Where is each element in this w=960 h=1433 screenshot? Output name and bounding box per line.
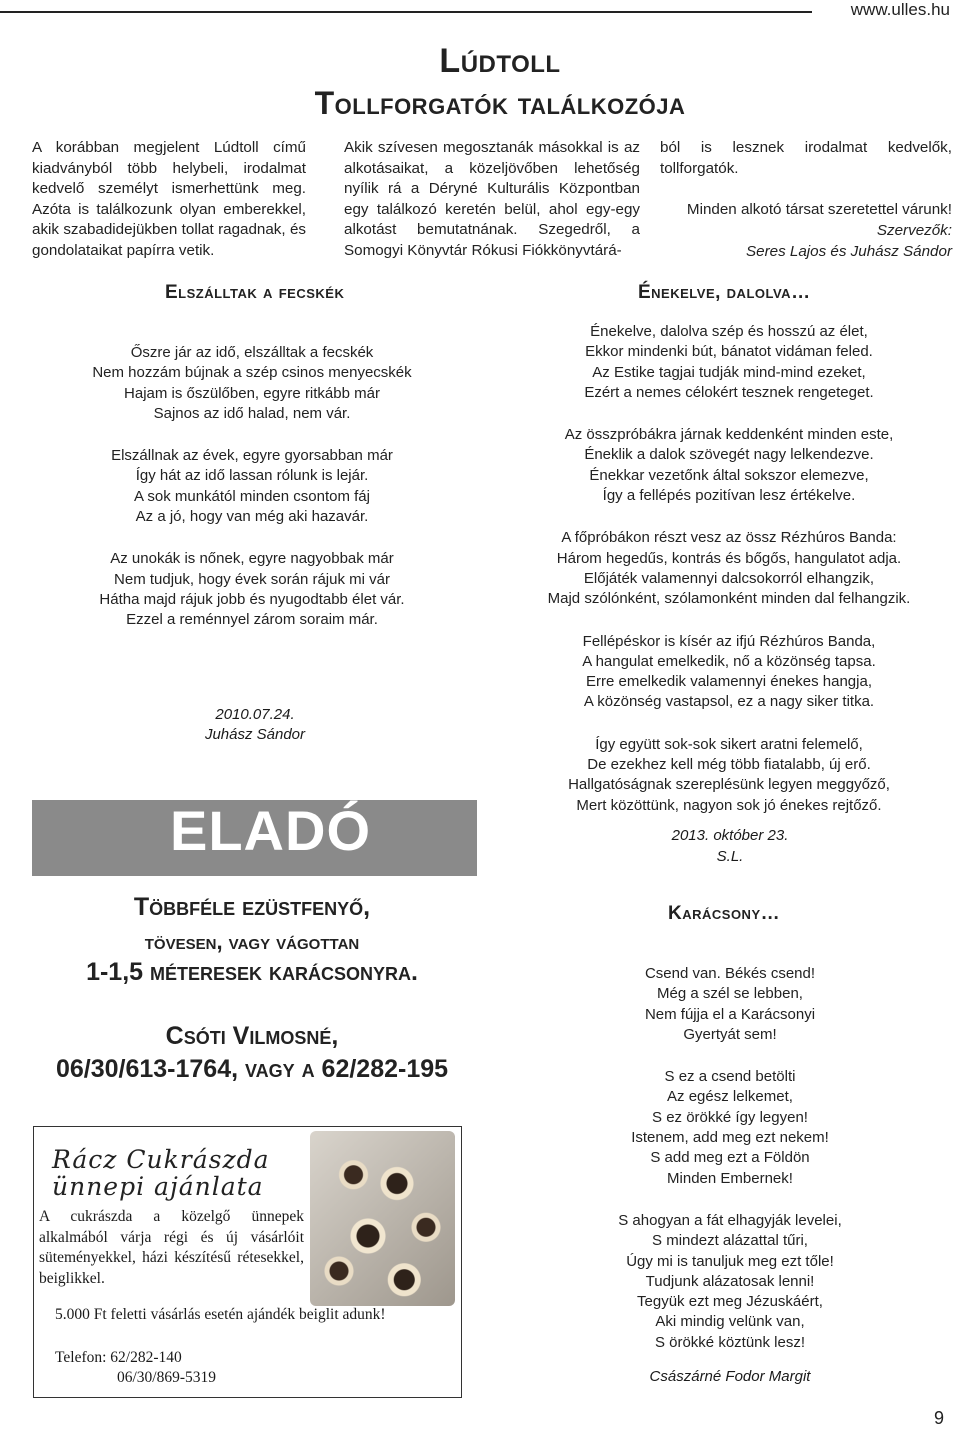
poem2-signature (600, 825, 860, 867)
poem-line: Az a jó, hogy van még aki hazavár. (135, 508, 369, 526)
poem-line: S ez a csend betölti (664, 1068, 796, 1086)
poem-line: Nem hozzám bújnak a szép csinos menyecskék (92, 364, 412, 382)
poem-line: Őszre jár az idő, elszálltak a fecskék (130, 344, 374, 361)
poem3-stanza-1 (560, 964, 900, 1045)
poem-line: Az Estike tagjai tudják mind-mind ezeket, (592, 363, 866, 381)
poem-line: Az összpróbákra járnak keddenként minden este, (564, 426, 894, 444)
poem2-author: S.L. (716, 848, 744, 865)
poem-line: Az unokák is nőnek, egyre nagyobbak már (110, 550, 394, 568)
bakery-description: A cukrászda a közelgő ünnepek alkalmából várja régi és új vásárlóit süteményekkel, házi készítésű rétesekkel, beiglikkel. (39, 1208, 304, 1287)
poem3-title: Karácsony… (668, 903, 781, 924)
poem-line: Ezért a nemes célokért tesznek rengeteget. (584, 383, 874, 401)
poem-line: Tudjunk alázatosak lenni! (645, 1272, 815, 1290)
site-url[interactable]: www.ulles.hu (850, 0, 950, 19)
ad-contact-phone: 06/30/613-1764, vagy a 62/282-195 (55, 1055, 449, 1083)
poem-line: A főpróbákon részt vesz az össz Rézhúros Banda: (561, 529, 897, 547)
pastry-photo-icon (310, 1131, 455, 1306)
bakery-title-line-1: Rácz Cukrászda (52, 1145, 270, 1174)
poem-line: Énekelve, dalolva szép és hosszú az élet, (590, 323, 868, 340)
page-title (300, 40, 700, 124)
poem-line: Istenem, add meg ezt nekem! (631, 1129, 829, 1147)
poem-line: S ahogyan a fát elhagyják levelei, (618, 1211, 842, 1229)
title-line-2: Tollforgatók találkozója (314, 85, 686, 121)
poem-line: Majd szólónként, szólamonként minden dal felhangzik. (547, 590, 911, 608)
poem3-stanza-3 (560, 1211, 900, 1353)
poem-line: De ezekhez kell még több fiatalabb, új erő. (587, 756, 871, 774)
poem2-stanza-1 (500, 322, 958, 403)
poem-line: Így a fellépés pozitívan lesz értékelve. (602, 487, 856, 505)
poem-line: Ezzel a reménnyel zárom soraim már. (126, 611, 378, 629)
poem-line: Hallgatóságnak szereplésünk legyen meggyőző, (568, 776, 890, 794)
poem-line: Előjáték valamennyi dalcsokorról elhangzik, (583, 569, 875, 587)
poem1-title: Elszálltak a fecskék (165, 282, 345, 303)
poem-line: Minden Embernek! (667, 1169, 793, 1187)
bakery-title (52, 1146, 270, 1200)
poem1-stanza-1 (32, 343, 472, 424)
poem2-stanza-4 (500, 632, 958, 713)
bakery-offer: 5.000 Ft feletti vásárlás esetén ajándék beiglit adunk! (55, 1306, 386, 1323)
bakery-phone: Telefon: 62/282-140 (55, 1349, 182, 1366)
ad-contact-name: Csóti Vilmosné, (165, 1022, 339, 1050)
ad-line-3: 1-1,5 méteresek karácsonyra. (86, 958, 418, 986)
poem-line: Tegyük ezt meg Jézuskáért, (637, 1293, 823, 1311)
poem-line: S mindezt alázattal tűri, (652, 1232, 808, 1250)
intro-column-2: Akik szívesen megosztanák másokkal is az alkotásaikat, a közeljövőben lehetőség nyílik rá a Déryné Kulturális Központban egy találkozó keretén belül, ahol egy-egy alkotást bemutatnának. Szegedről, a Somogyi Könyvtár Rókusi Fiókkönyvtárá- (344, 139, 640, 259)
poem3-body (560, 964, 900, 1371)
poem-line: Mert közöttünk, nagyon sok jó énekes rejtőző. (576, 796, 882, 814)
poem-line: Énekkar vezetőnk által sokszor elemezve, (589, 466, 869, 484)
intro-invite: Minden alkotó társat szeretettel várunk! (686, 201, 952, 218)
poem-line: Ekkor mindenki bút, bánatot vidáman feled. (585, 343, 873, 361)
poem-line: A sok munkától minden csontom fáj (134, 487, 370, 505)
poem-line: Úgy mi is tanuljuk meg ezt tőle! (626, 1252, 834, 1270)
poem2-date: 2013. október 23. (671, 827, 789, 844)
poem2-stanza-3 (500, 528, 958, 609)
poem-line: Éneklik a dalok szövegét nagy lelkendezve. (584, 446, 874, 464)
poem-line: S örökké köztünk lesz! (654, 1333, 806, 1351)
poem-line: Még a szél se lebben, (657, 985, 803, 1003)
poem-line: Aki mindig velünk van, (655, 1313, 805, 1331)
poem2-body (500, 322, 958, 834)
poem-line: Az egész lelkemet, (667, 1088, 793, 1106)
poem1-date: 2010.07.24. (215, 706, 295, 723)
poem3-author: Császárné Fodor Margit (649, 1368, 811, 1385)
poem-line: A közönség vastapsol, ez a nagy siker titka. (583, 693, 875, 711)
bakery-title-line-2: ünnepi ajánlata (52, 1172, 264, 1201)
poem-line: Hátha majd rájuk jobb és nyugodtabb élet vár. (99, 590, 405, 608)
poem-line: Így hát az idő lassan rólunk is lejár. (135, 467, 369, 485)
poem1-author: Juhász Sándor (204, 726, 306, 743)
poem2-stanza-2 (500, 425, 958, 506)
header-rule (0, 11, 812, 13)
poem-line: Erre emelkedik valamennyi énekes hangja, (586, 673, 872, 691)
poem-line: Három hegedűs, kontrás és bőgős, hangulatot adja. (556, 549, 902, 567)
poem3-stanza-2 (560, 1067, 900, 1189)
ad-heading: ELADÓ (170, 799, 371, 862)
organizers-label: Szervezők: (876, 222, 952, 239)
bakery-phone-2: 06/30/869-5319 (117, 1369, 217, 1386)
poem-line: S ez örökké így legyen! (652, 1108, 808, 1126)
poem-line: Gyertyát sem! (683, 1025, 777, 1043)
poem2-stanza-5 (500, 735, 958, 816)
poem-line: Így együtt sok-sok sikert aratni felemelő, (595, 735, 863, 753)
poem-line: Sajnos az idő halad, nem vár. (153, 404, 351, 422)
intro-column-3: ból is lesznek irodalmat kedvelők, tollforgatók. (660, 139, 952, 177)
title-line-1: Lúdtoll (439, 42, 561, 80)
poem1-stanza-3 (32, 549, 472, 630)
poem1-stanza-2 (32, 446, 472, 527)
ad-line-1: Többféle ezüstfenyő, (133, 893, 371, 921)
organizers-names: Seres Lajos és Juhász Sándor (746, 243, 952, 260)
page-number: 9 (933, 1408, 944, 1428)
poem-line: Hajam is őszülőben, egyre ritkább már (124, 384, 380, 402)
poem-line: Nem tudjuk, hogy évek során rájuk mi vár (114, 570, 390, 588)
poem-line: Csend van. Békés csend! (644, 965, 816, 982)
poem1-signature (145, 705, 365, 745)
poem-line: Elszállnak az évek, egyre gyorsabban már (111, 447, 393, 465)
poem-line: A hangulat emelkedik, nő a közönség tapsa. (582, 652, 876, 670)
poem-line: Nem fújja el a Karácsonyi (644, 1005, 816, 1023)
poem-line: Fellépéskor is kísér az ifjú Rézhúros Banda, (582, 632, 876, 650)
poem-line: S add meg ezt a Földön (650, 1149, 810, 1167)
poem1-body (32, 343, 472, 649)
ad-line-2: tövesen, vagy vágottan (144, 929, 360, 954)
poem2-title: Énekelve, dalolva… (638, 282, 811, 303)
intro-column-1: A korábban megjelent Lúdtoll című kiadványból több helybeli, irodalmat kedvelő személyt ismerhettünk meg. Azóta is találkozunk olyan emberekkel, akik szabadidejükben tollat ragadnak, és gondolataikat papírra vetik. (32, 139, 306, 259)
